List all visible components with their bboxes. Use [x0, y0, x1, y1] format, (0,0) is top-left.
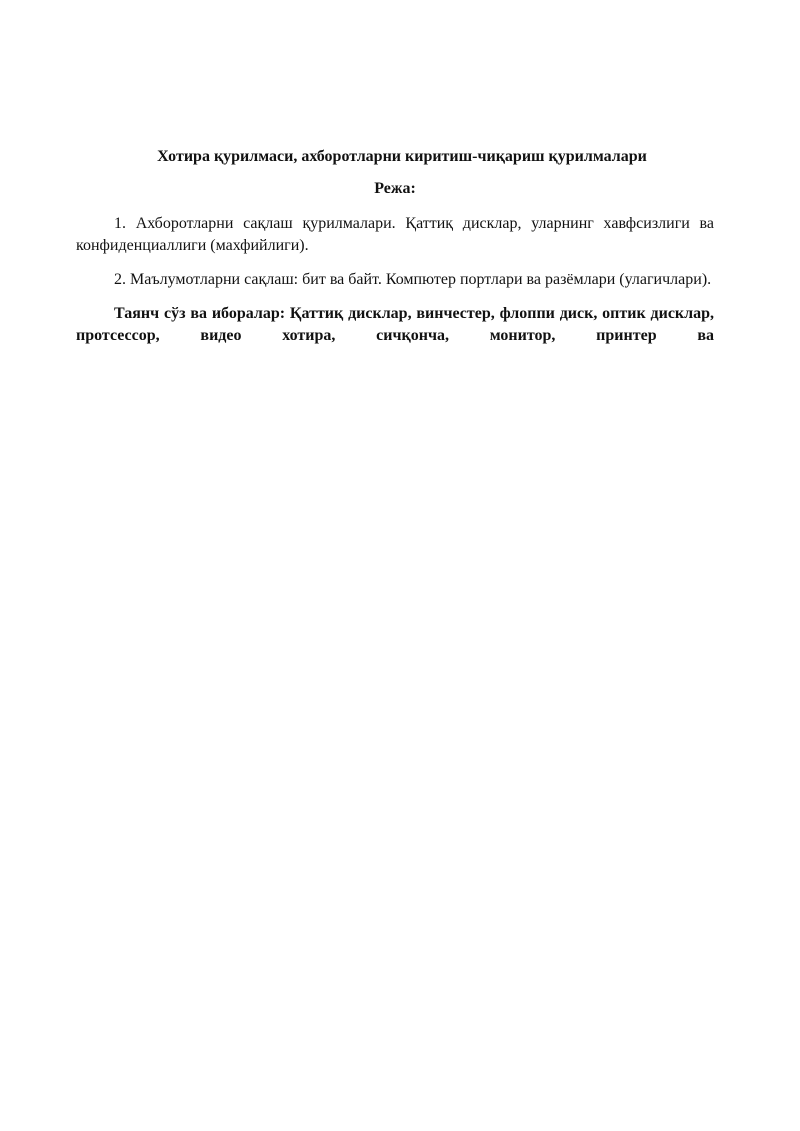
plan-item-1: 1. Ахборотларни сақлаш қурилмалари. Қаттиқ дисклар, уларнинг хавфсизлиги ва конфиденциаллиги (махфийлиги). — [76, 215, 714, 254]
plan-item-2: 2. Маълумотларни сақлаш: бит ва байт. Компютер портлари ва разёмлари (улагичлари). — [114, 271, 712, 288]
keywords-text: Қаттиқ дисклар, винчестер, флоппи диск, оптик дисклар, протсессор, видео хотира, сичқонча, монитор, принтер ва — [76, 305, 715, 344]
keywords-label: Таянч сўз ва иборалар: — [114, 305, 286, 322]
plan-heading: Режа: — [374, 180, 416, 197]
keywords-paragraph — [76, 303, 714, 347]
document-body — [76, 146, 714, 347]
document-title: Хотира қурилмаси, ахборотларни киритиш-чиқариш қурилмалари — [157, 148, 647, 165]
